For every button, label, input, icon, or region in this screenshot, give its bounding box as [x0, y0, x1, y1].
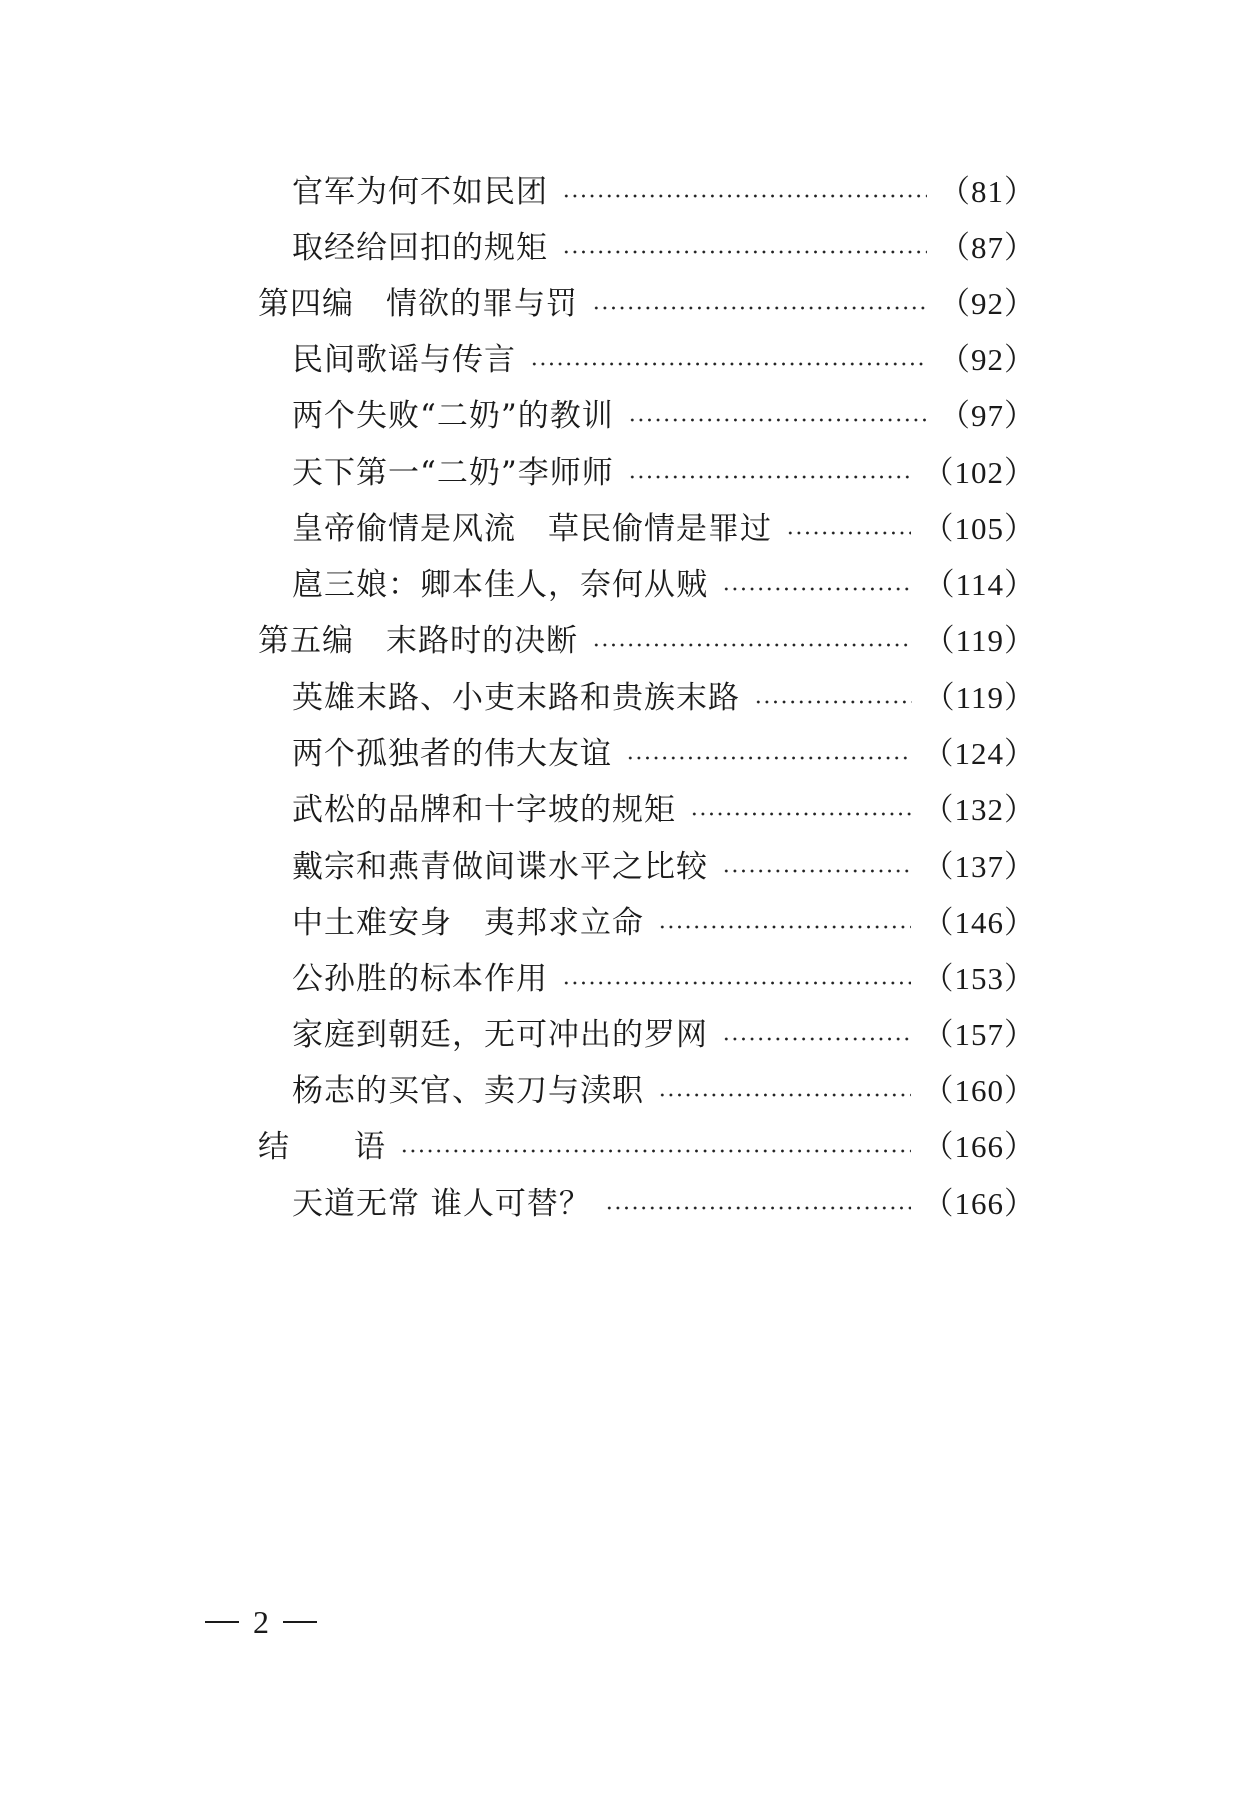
toc-entry	[292, 338, 1036, 382]
toc-entry-title: 民间歌谣与传言	[292, 342, 516, 378]
toc-entry-title: 两个失败“二奶”的教训	[292, 398, 614, 434]
dot-leader	[562, 194, 927, 198]
footer-dash-left	[205, 1621, 239, 1623]
toc-entry-page: （146）	[922, 905, 1036, 940]
toc-entry-title: 第四编 情欲的罪与罚	[258, 286, 578, 322]
toc-entry	[292, 1069, 1036, 1113]
dot-leader	[592, 643, 912, 647]
toc-entry	[292, 901, 1036, 945]
toc-entry	[292, 507, 1036, 551]
dot-leader	[754, 700, 912, 704]
toc-entry	[292, 451, 1036, 495]
toc-entry-title: 公孙胜的标本作用	[292, 961, 548, 997]
dot-leader	[658, 925, 911, 929]
dot-leader	[722, 587, 912, 591]
toc-entry-title: 杨志的买官、卖刀与渎职	[292, 1073, 644, 1109]
toc-entry-page: （160）	[922, 1073, 1036, 1108]
toc-entry-page: （153）	[922, 961, 1036, 996]
toc-entry-title: 两个孤独者的伟大友谊	[292, 736, 612, 772]
dot-leader	[562, 250, 927, 254]
dot-leader	[658, 1093, 911, 1097]
toc-entry	[292, 226, 1036, 270]
toc-entry-page: （87）	[939, 230, 1036, 265]
toc-entry	[292, 845, 1036, 889]
toc-entry-title: 中土难安身 夷邦求立命	[292, 905, 644, 941]
toc-entry-page: （132）	[922, 792, 1036, 827]
toc-entry	[292, 732, 1036, 776]
toc-entry-title: 家庭到朝廷，无可冲出的罗网	[292, 1017, 708, 1053]
toc-entry-title: 天下第一“二奶”李师师	[292, 455, 614, 491]
dot-leader	[628, 475, 911, 479]
toc-entry-page: （92）	[939, 342, 1036, 377]
toc-entry-page: （97）	[939, 398, 1036, 433]
toc-entry-title: 取经给回扣的规矩	[292, 230, 548, 266]
dot-leader	[530, 362, 927, 366]
toc-entry-title: 武松的品牌和十字坡的规矩	[292, 792, 676, 828]
toc-entry-page: （166）	[922, 1129, 1036, 1164]
toc-entry-page: （166）	[922, 1186, 1036, 1221]
toc-entry-page: （119）	[923, 680, 1036, 715]
toc-entry-title: 官军为何不如民团	[292, 174, 548, 210]
toc-entry-title: 皇帝偷情是风流 草民偷情是罪过	[292, 511, 772, 547]
toc-entry	[292, 1013, 1036, 1057]
page-footer	[205, 1602, 317, 1642]
toc-entry-page: （81）	[939, 174, 1036, 209]
toc-entry-title: 扈三娘：卿本佳人，奈何从贼	[292, 567, 708, 603]
toc-entry-title: 结 语	[258, 1129, 386, 1165]
toc-entry-page: （137）	[922, 849, 1036, 884]
dot-leader	[786, 531, 911, 535]
toc-part-heading	[258, 282, 1036, 326]
dot-leader	[690, 812, 911, 816]
footer-dash-right	[283, 1621, 317, 1623]
toc-entry	[292, 170, 1036, 214]
toc-entry-page: （157）	[922, 1017, 1036, 1052]
toc-entry-title: 天道无常 谁人可替？	[292, 1186, 591, 1222]
toc-entry	[292, 676, 1036, 720]
page-number: 2	[253, 1603, 269, 1640]
dot-leader	[722, 1037, 911, 1041]
dot-leader	[722, 869, 911, 873]
toc-entry	[292, 957, 1036, 1001]
dot-leader	[400, 1149, 911, 1153]
toc-entry	[292, 394, 1036, 438]
toc-entry	[292, 563, 1036, 607]
toc-entry-title: 英雄末路、小吏末路和贵族末路	[292, 680, 740, 716]
toc-entry-page: （114）	[923, 567, 1036, 602]
dot-leader	[626, 756, 911, 760]
dot-leader	[605, 1206, 911, 1210]
toc-part-heading	[258, 1125, 1036, 1169]
toc-entry	[292, 1182, 1036, 1226]
toc-entry-page: （119）	[923, 623, 1036, 658]
dot-leader	[562, 981, 911, 985]
dot-leader	[592, 306, 927, 310]
toc-entry-page: （124）	[922, 736, 1036, 771]
dot-leader	[628, 418, 927, 422]
toc-entry-title: 第五编 末路时的决断	[258, 623, 578, 659]
toc-part-heading	[258, 619, 1036, 663]
toc-entry-page: （102）	[922, 455, 1036, 490]
toc-entry-page: （105）	[922, 511, 1036, 546]
toc-entry	[292, 788, 1036, 832]
toc-entry-page: （92）	[939, 286, 1036, 321]
toc-entry-title: 戴宗和燕青做间谍水平之比较	[292, 849, 708, 885]
